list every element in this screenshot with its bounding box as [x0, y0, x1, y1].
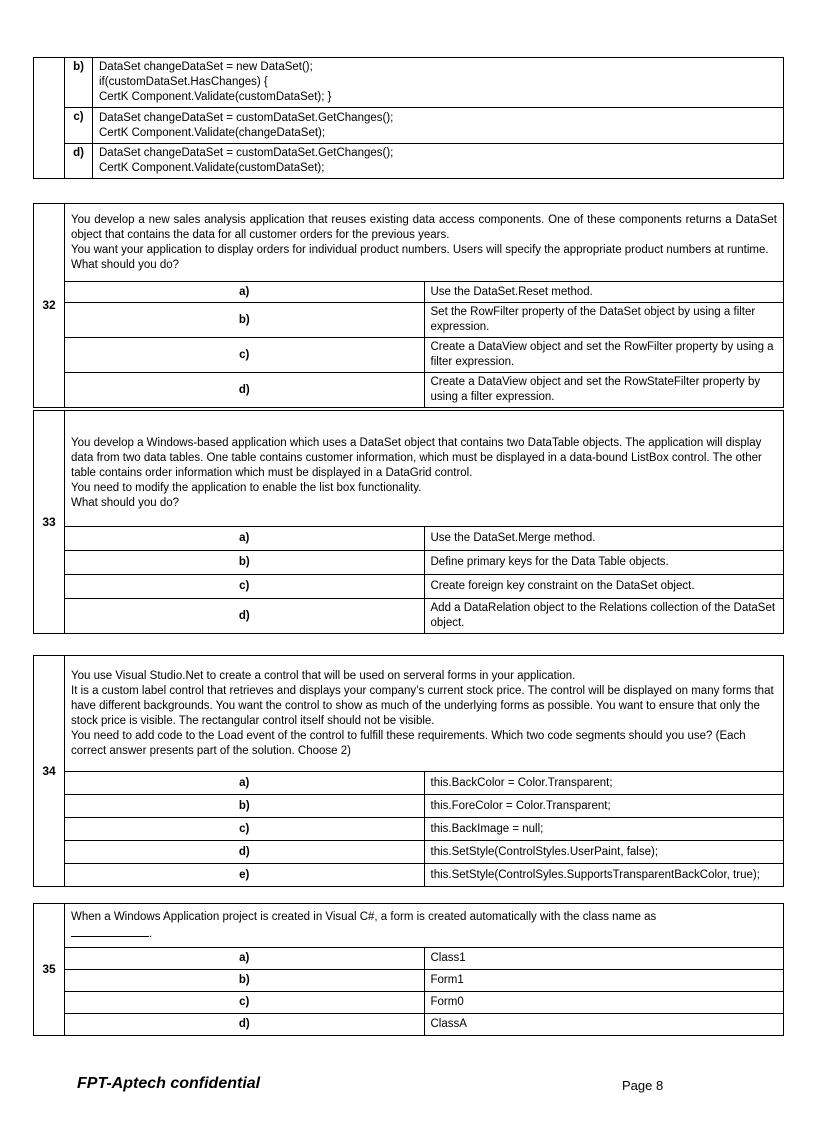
option-letter: e) [65, 864, 425, 887]
option-text: Class1 [424, 948, 784, 970]
option-row [34, 282, 784, 303]
question-stem-row [34, 204, 784, 282]
stem-paragraph: It is a custom label control that retrieves and displays your company’s current stock price. The control will be displayed on many forms that have different backgrounds. You want the control to show as much of the underlying forms as possible. You want to ensure that only the stock price is visible. The rectangular control itself should not be visible. [71, 684, 774, 727]
option-text: this.BackColor = Color.Transparent; [424, 772, 784, 795]
option-letter: b) [65, 795, 425, 818]
question-stem-row [34, 411, 784, 527]
code-line: DataSet changeDataSet = customDataSet.GetChanges(); [99, 111, 394, 124]
option-text: Set the RowFilter property of the DataSet object by using a filter expression. [424, 303, 784, 338]
option-letter: d) [65, 841, 425, 864]
option-text: this.SetStyle(ControlStyles.UserPaint, false); [424, 841, 784, 864]
option-text: Create a DataView object and set the RowStateFilter property by using a filter expression. [424, 373, 784, 408]
option-text [93, 58, 784, 108]
option-row [34, 373, 784, 408]
stem-paragraph: You develop a new sales analysis application that reuses existing data access components. One of these components returns a DataSet object that contains the data for all customer orders for the previous years. [71, 213, 777, 241]
question-stem-row [34, 656, 784, 772]
question-33-table [33, 410, 784, 634]
option-letter: a) [65, 948, 425, 970]
option-text: Define primary keys for the Data Table objects. [424, 551, 784, 575]
stem-paragraph: What should you do? [71, 497, 180, 509]
stem-paragraph: What should you do? [71, 258, 180, 271]
code-line: CertK Component.Validate(customDataSet); } [99, 91, 332, 103]
option-row [34, 1014, 784, 1036]
option-row [34, 599, 784, 634]
question-stem [65, 904, 784, 948]
page-number: Page 8 [622, 1078, 664, 1093]
stem-paragraph: You want your application to display orders for individual product numbers. Users will specify the appropriate product numbers at runtime. [71, 243, 769, 256]
option-text: this.BackImage = null; [424, 818, 784, 841]
stem-text: When a Windows Application project is created in Visual C#, a form is created automatically with the class name as [71, 910, 657, 923]
option-row [34, 772, 784, 795]
option-row [34, 992, 784, 1014]
option-letter: b) [65, 58, 93, 108]
option-letter: d) [65, 373, 425, 408]
question-stem [65, 204, 784, 282]
option-text: Form0 [424, 992, 784, 1014]
option-row [34, 948, 784, 970]
option-row [34, 58, 784, 108]
stem-end: . [149, 927, 153, 940]
code-line: CertK Component.Validate(customDataSet); [99, 162, 325, 174]
question-stem-row [34, 904, 784, 948]
option-letter: c) [65, 992, 425, 1014]
option-row [34, 818, 784, 841]
option-letter: d) [65, 599, 425, 634]
code-line: CertK Component.Validate(changeDataSet); [99, 126, 326, 139]
question-number: 34 [34, 656, 65, 887]
option-row [34, 108, 784, 144]
question-stem [65, 656, 784, 772]
option-letter: a) [65, 527, 425, 551]
option-letter: c) [65, 338, 425, 373]
option-letter: c) [65, 575, 425, 599]
option-text: ClassA [424, 1014, 784, 1036]
option-row [34, 551, 784, 575]
question-number-cell [34, 58, 65, 179]
option-text: Create a DataView object and set the RowFilter property by using a filter expression. [424, 338, 784, 373]
option-letter: c) [65, 818, 425, 841]
option-letter: b) [65, 970, 425, 992]
option-text: Create foreign key constraint on the DataSet object. [424, 575, 784, 599]
option-letter: b) [65, 303, 425, 338]
question-31-table [33, 57, 784, 179]
option-letter: d) [65, 144, 93, 179]
option-text: this.SetStyle(ControlSyles.SupportsTransparentBackColor, true); [424, 864, 784, 887]
question-35-table [33, 903, 784, 1036]
option-row [34, 841, 784, 864]
stem-paragraph: You need to modify the application to enable the list box functionality. [71, 482, 422, 494]
option-row [34, 795, 784, 818]
option-text [93, 144, 784, 179]
code-line: DataSet changeDataSet = new DataSet(); [99, 61, 313, 73]
question-32-table [33, 203, 784, 408]
option-letter: a) [65, 282, 425, 303]
option-text: Use the DataSet.Merge method. [424, 527, 784, 551]
option-row [34, 303, 784, 338]
option-row [34, 575, 784, 599]
stem-paragraph: You develop a Windows-based application which uses a DataSet object that contains two DataTable objects. The application will display data from two data tables. One table contains customer information, which must be displayed in a data-bound ListBox control. The other table contains order information which must be displayed in a DataGrid control. [71, 437, 762, 479]
question-number: 32 [34, 204, 65, 408]
fill-in-blank [71, 925, 149, 937]
option-row [34, 144, 784, 179]
code-line: if(customDataSet.HasChanges) { [99, 76, 268, 88]
option-letter: b) [65, 551, 425, 575]
option-letter: c) [65, 108, 93, 144]
stem-paragraph: You need to add code to the Load event of the control to fulfill these requirements. Which two code segments should you use? (Each correct answer presents part of the solution. Choose 2) [71, 729, 746, 757]
code-line: DataSet changeDataSet = customDataSet.GetChanges(); [99, 147, 394, 159]
option-letter: a) [65, 772, 425, 795]
option-row [34, 338, 784, 373]
option-row [34, 864, 784, 887]
stem-paragraph: You use Visual Studio.Net to create a control that will be used on serveral forms in your application. [71, 669, 576, 682]
option-row [34, 527, 784, 551]
option-text: Use the DataSet.Reset method. [424, 282, 784, 303]
option-row [34, 970, 784, 992]
option-text: Form1 [424, 970, 784, 992]
question-number: 35 [34, 904, 65, 1036]
question-stem [65, 411, 784, 527]
option-text: Add a DataRelation object to the Relations collection of the DataSet object. [424, 599, 784, 634]
option-letter: d) [65, 1014, 425, 1036]
option-text [93, 108, 784, 144]
question-number: 33 [34, 411, 65, 634]
footer-confidential: FPT-Aptech confidential [77, 1075, 261, 1092]
question-34-table [33, 655, 784, 887]
option-text: this.ForeColor = Color.Transparent; [424, 795, 784, 818]
